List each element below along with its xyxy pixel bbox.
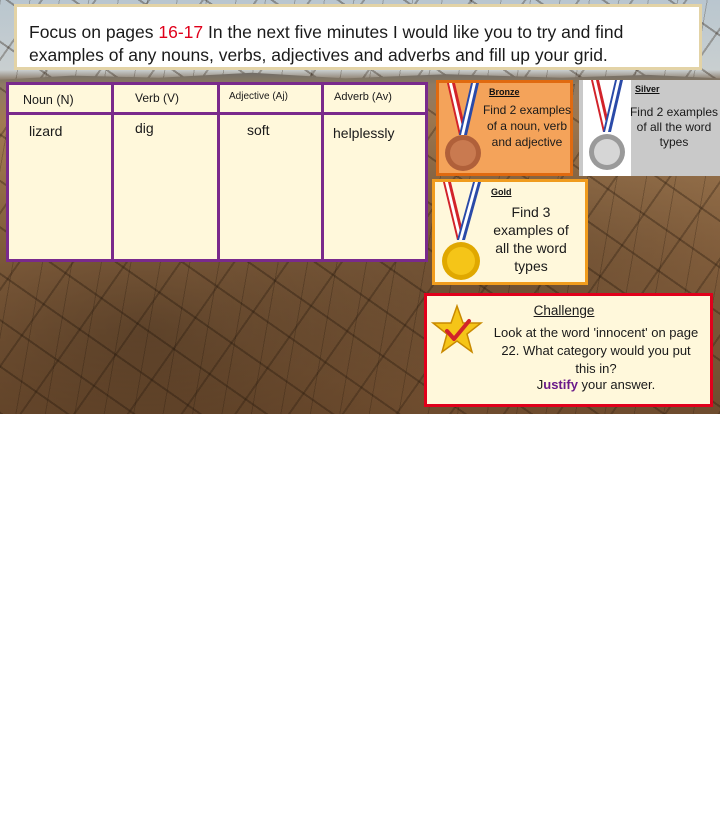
- instruction-suffix: In the next five minutes I would like you to try and find examples of any nouns, verbs, adjectives and adverbs and fill up your grid.: [29, 22, 624, 65]
- instruction-prefix: Focus on pages: [29, 22, 159, 42]
- challenge-justify-line: [493, 376, 699, 394]
- gold-text: Find 3 examples of all the word types: [493, 204, 569, 274]
- page-range: 16-17: [158, 22, 204, 42]
- gold-task: [432, 179, 588, 285]
- challenge-task: [424, 293, 713, 407]
- header-adverb: Adverb (Av): [334, 91, 392, 103]
- noun-entry[interactable]: lizard: [29, 123, 63, 139]
- gold-medal-icon: [437, 182, 487, 284]
- justify-rest: your answer.: [577, 377, 656, 392]
- header-adjective: Adjective (Aj): [229, 91, 288, 102]
- bronze-medal-icon: [441, 83, 485, 175]
- gold-label: Gold: [491, 187, 512, 197]
- grid-header-divider: [9, 112, 425, 115]
- header-verb: Verb (V): [135, 91, 180, 105]
- bronze-task: [436, 80, 573, 176]
- header-noun: Noun (N): [23, 93, 74, 107]
- bronze-text: Find 2 examples of a noun, verb and adjective: [482, 103, 572, 149]
- justify-word: ustify: [543, 377, 578, 392]
- challenge-question: Look at the word 'innocent' on page 22. What category would you put this in?: [493, 325, 699, 376]
- silver-task: [579, 80, 720, 176]
- slide: [0, 0, 720, 414]
- adjective-entry[interactable]: soft: [247, 122, 270, 138]
- word-grid[interactable]: [6, 82, 428, 262]
- star-icon: [431, 304, 483, 356]
- silver-label: Silver: [635, 84, 660, 94]
- adverb-entry[interactable]: helplessly: [333, 125, 395, 141]
- silver-text: Find 2 examples of all the word types: [629, 105, 719, 149]
- silver-medal-icon: [583, 80, 631, 176]
- instruction-box: [14, 4, 702, 70]
- verb-entry[interactable]: dig: [135, 120, 154, 136]
- bronze-label: Bronze: [489, 87, 520, 97]
- challenge-heading: Challenge: [533, 303, 595, 318]
- justify-prefix: J: [536, 377, 544, 392]
